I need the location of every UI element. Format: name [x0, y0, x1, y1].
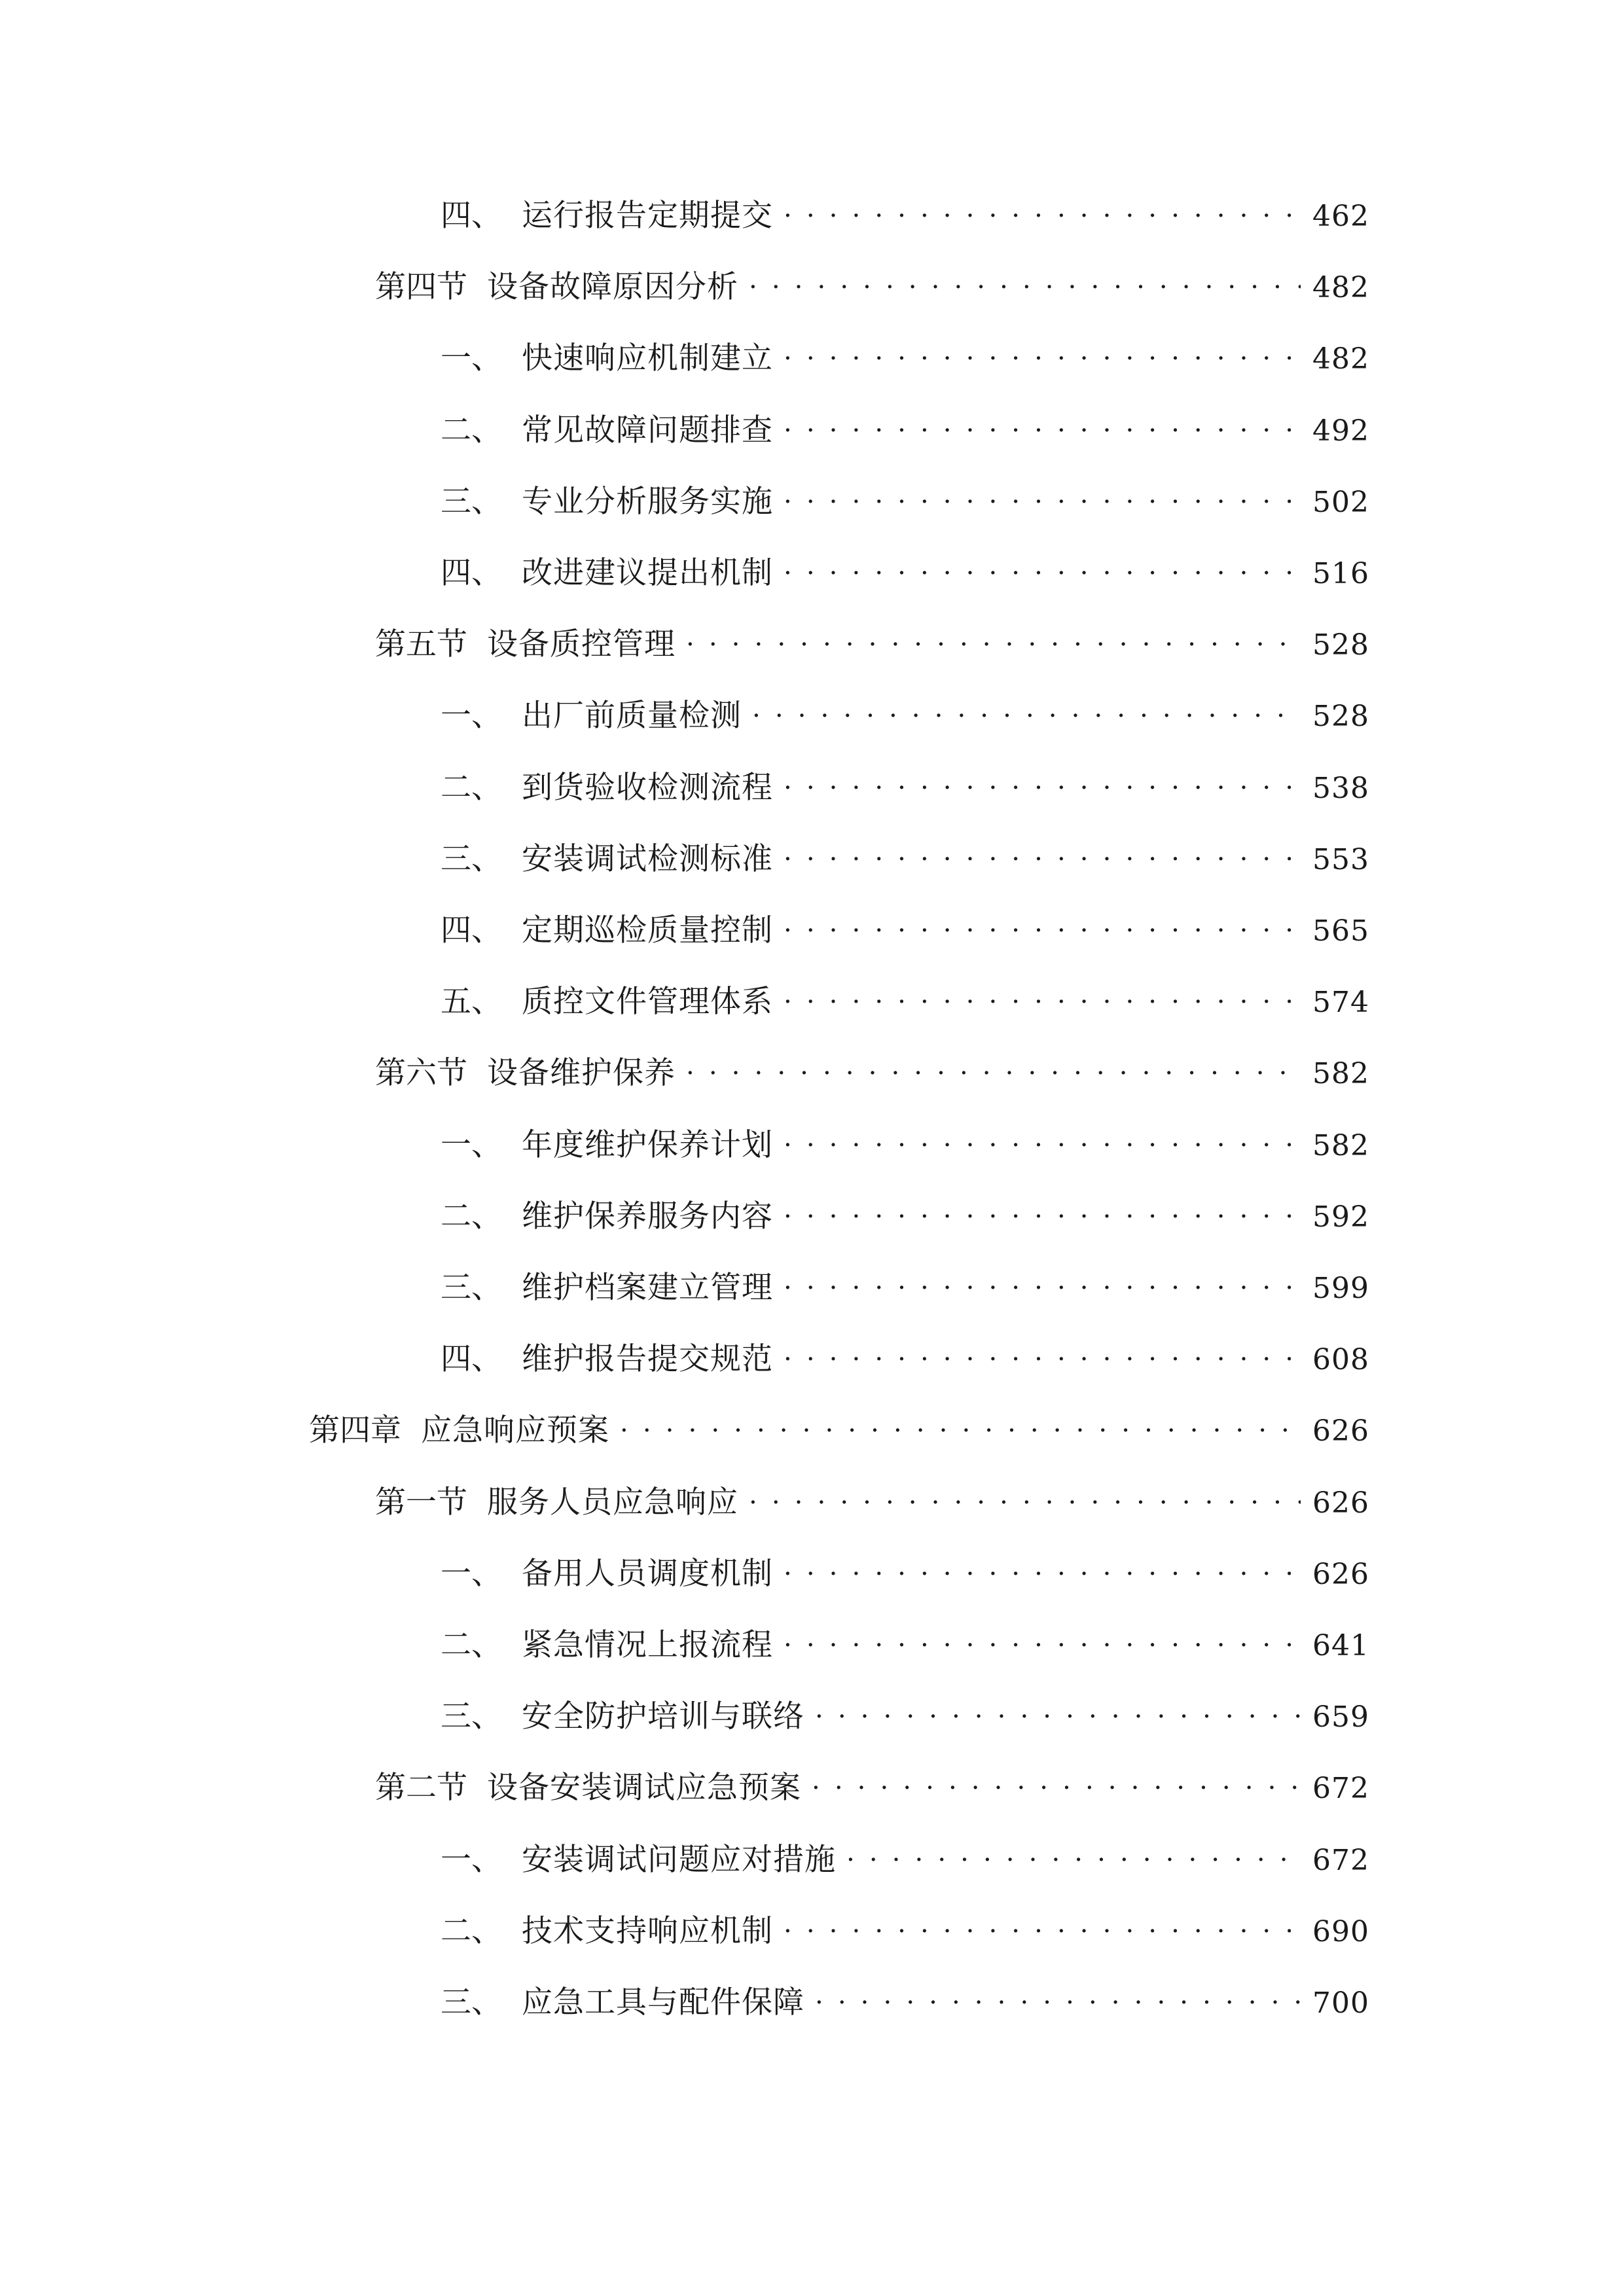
- toc-entry-title: 设备维护保养: [487, 1055, 676, 1092]
- toc-dot-leader: [686, 1066, 1301, 1081]
- toc-entry-title: 技术支持响应机制: [522, 1912, 773, 1949]
- toc-dot-leader: [812, 1780, 1301, 1796]
- toc-dot-leader: [784, 780, 1301, 796]
- toc-entry-title: 维护报告提交规范: [522, 1341, 773, 1378]
- toc-entry-page-number: 482: [1312, 271, 1369, 305]
- toc-entry-page-number: 528: [1312, 628, 1369, 662]
- toc-entry[interactable]: [375, 1480, 1369, 1526]
- toc-dot-leader: [752, 708, 1301, 724]
- toc-dot-leader: [784, 1638, 1301, 1653]
- toc-entry-page-number: 538: [1312, 771, 1369, 805]
- toc-entry[interactable]: [441, 1837, 1369, 1883]
- toc-entry-page-number: 599: [1312, 1272, 1369, 1305]
- toc-entry-title: 维护档案建立管理: [522, 1270, 773, 1306]
- toc-entry-title: 运行报告定期提交: [522, 198, 773, 234]
- toc-dot-leader: [784, 923, 1301, 939]
- toc-entry-number: 一、: [441, 1126, 502, 1163]
- toc-entry-page-number: 626: [1312, 1486, 1369, 1520]
- toc-dot-leader: [784, 494, 1301, 510]
- toc-entry-title: 改进建议提出机制: [522, 555, 773, 591]
- toc-entry-number: 二、: [441, 1912, 502, 1949]
- toc-entry[interactable]: [309, 1408, 1369, 1454]
- toc-entry-page-number: 502: [1312, 485, 1369, 519]
- toc-entry-number: 二、: [441, 1198, 502, 1234]
- toc-entry[interactable]: [441, 693, 1369, 739]
- toc-entry[interactable]: [441, 1194, 1369, 1240]
- toc-entry-title: 质控文件管理体系: [522, 984, 773, 1020]
- toc-entry-number: 第四节: [375, 269, 467, 306]
- toc-entry-number: 三、: [441, 1270, 502, 1306]
- toc-entry-page-number: 700: [1312, 1986, 1369, 2020]
- toc-entry-number: 第六节: [375, 1055, 467, 1092]
- toc-entry-title: 备用人员调度机制: [522, 1555, 773, 1592]
- toc-entry-page-number: 626: [1312, 1557, 1369, 1591]
- toc-dot-leader: [846, 1852, 1301, 1868]
- toc-entry-page-number: 641: [1312, 1629, 1369, 1662]
- toc-dot-leader: [749, 279, 1301, 295]
- toc-entry-number: 三、: [441, 1698, 502, 1735]
- toc-entry[interactable]: [441, 408, 1369, 454]
- toc-entry-number: 一、: [441, 340, 502, 377]
- toc-entry-title: 应急工具与配件保障: [522, 1984, 804, 2020]
- toc-entry-title: 到货验收检测流程: [522, 769, 773, 806]
- toc-entry-title: 快速响应机制建立: [522, 340, 773, 377]
- toc-entry-page-number: 672: [1312, 1772, 1369, 1806]
- toc-entry[interactable]: [441, 1265, 1369, 1311]
- toc-entry-page-number: 528: [1312, 700, 1369, 734]
- toc-entry-number: 一、: [441, 698, 502, 734]
- toc-entry[interactable]: [441, 836, 1369, 882]
- toc-entry[interactable]: [375, 264, 1369, 310]
- toc-entry[interactable]: [375, 1765, 1369, 1811]
- toc-entry-number: 二、: [441, 412, 502, 448]
- toc-entry[interactable]: [441, 1909, 1369, 1954]
- toc-dot-leader: [815, 1709, 1301, 1725]
- toc-entry[interactable]: [441, 1980, 1369, 2026]
- toc-entry-number: 第五节: [375, 626, 467, 663]
- toc-dot-leader: [815, 1995, 1301, 2011]
- toc-entry-number: 一、: [441, 1555, 502, 1592]
- toc-entry-page-number: 565: [1312, 914, 1369, 948]
- toc-entry[interactable]: [441, 479, 1369, 525]
- toc-entry-page-number: 482: [1312, 342, 1369, 376]
- toc-dot-leader: [784, 1924, 1301, 1939]
- toc-entry-number: 四、: [441, 1341, 502, 1378]
- toc-entry-number: 第二节: [375, 1770, 467, 1806]
- toc-entry-title: 出厂前质量检测: [522, 698, 742, 734]
- toc-entry-number: 四、: [441, 912, 502, 948]
- toc-entry[interactable]: [441, 550, 1369, 596]
- toc-entry[interactable]: [441, 193, 1369, 239]
- toc-dot-leader: [749, 1495, 1301, 1511]
- toc-entry[interactable]: [441, 765, 1369, 811]
- toc-dot-leader: [784, 1566, 1301, 1582]
- toc-entry-title: 应急响应预案: [421, 1412, 609, 1449]
- toc-entry-title: 安装调试检测标准: [522, 840, 773, 877]
- toc-entry[interactable]: [375, 622, 1369, 668]
- toc-entry[interactable]: [441, 1623, 1369, 1668]
- toc-entry-title: 安全防护培训与联络: [522, 1698, 804, 1735]
- toc-entry-number: 五、: [441, 984, 502, 1020]
- toc-entry-page-number: 626: [1312, 1414, 1369, 1448]
- toc-entry-number: 第四章: [309, 1412, 401, 1449]
- toc-dot-leader: [784, 1280, 1301, 1296]
- toc-entry-page-number: 659: [1312, 1700, 1369, 1734]
- toc-dot-leader: [686, 637, 1301, 653]
- toc-entry-number: 二、: [441, 769, 502, 806]
- toc-entry[interactable]: [441, 1694, 1369, 1740]
- toc-entry-title: 年度维护保养计划: [522, 1126, 773, 1163]
- toc-entry-title: 维护保养服务内容: [522, 1198, 773, 1234]
- toc-entry[interactable]: [375, 1050, 1369, 1096]
- toc-entry-number: 三、: [441, 483, 502, 520]
- toc-entry[interactable]: [441, 979, 1369, 1025]
- toc-entry-page-number: 690: [1312, 1914, 1369, 1948]
- toc-entry-number: 四、: [441, 555, 502, 591]
- toc-entry-page-number: 516: [1312, 557, 1369, 590]
- toc-entry-title: 设备质控管理: [487, 626, 676, 663]
- toc-entry-page-number: 582: [1312, 1057, 1369, 1091]
- toc-entry[interactable]: [441, 908, 1369, 954]
- toc-dot-leader: [784, 423, 1301, 439]
- toc-entry-page-number: 574: [1312, 986, 1369, 1020]
- toc-dot-leader: [784, 208, 1301, 224]
- toc-entry-page-number: 462: [1312, 200, 1369, 233]
- toc-dot-leader: [784, 565, 1301, 581]
- toc-entry[interactable]: [441, 336, 1369, 382]
- toc-dot-leader: [784, 1209, 1301, 1225]
- toc-entry-page-number: 672: [1312, 1843, 1369, 1877]
- toc-entry-number: 第一节: [375, 1484, 467, 1520]
- toc-dot-leader: [784, 1138, 1301, 1153]
- toc-entry[interactable]: [441, 1122, 1369, 1168]
- toc-entry-page-number: 592: [1312, 1200, 1369, 1234]
- toc-entry-title: 服务人员应急响应: [487, 1484, 738, 1520]
- toc-entry-page-number: 582: [1312, 1128, 1369, 1162]
- toc-entry-title: 定期巡检质量控制: [522, 912, 773, 948]
- toc-dot-leader: [784, 994, 1301, 1010]
- toc-dot-leader: [784, 351, 1301, 367]
- toc-entry-number: 三、: [441, 840, 502, 877]
- toc-entry-number: 二、: [441, 1627, 502, 1663]
- toc-entry-title: 设备故障原因分析: [487, 269, 738, 306]
- toc-entry-number: 四、: [441, 198, 502, 234]
- toc-entry-page-number: 492: [1312, 414, 1369, 448]
- toc-entry[interactable]: [441, 1551, 1369, 1597]
- toc-entry-title: 安装调试问题应对措施: [522, 1841, 836, 1878]
- toc-entry-title: 设备安装调试应急预案: [487, 1770, 801, 1806]
- toc-entry-number: 一、: [441, 1841, 502, 1878]
- toc-entry[interactable]: [441, 1336, 1369, 1382]
- toc-entry-page-number: 608: [1312, 1343, 1369, 1377]
- toc-entry-number: 三、: [441, 1984, 502, 2020]
- toc-entry-title: 紧急情况上报流程: [522, 1627, 773, 1663]
- toc-entry-title: 专业分析服务实施: [522, 483, 773, 520]
- toc-entry-title: 常见故障问题排查: [522, 412, 773, 448]
- toc-dot-leader: [620, 1423, 1301, 1439]
- toc-entry-page-number: 553: [1312, 842, 1369, 876]
- toc-dot-leader: [784, 1352, 1301, 1367]
- toc-dot-leader: [784, 852, 1301, 867]
